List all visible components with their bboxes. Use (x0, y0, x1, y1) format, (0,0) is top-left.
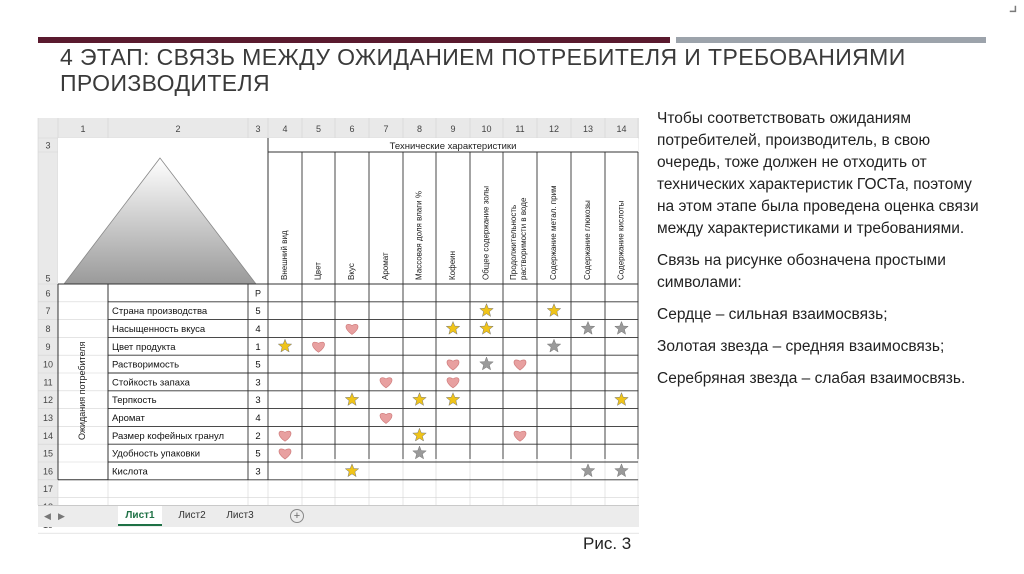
characteristic-label: Аромат (381, 252, 390, 280)
row-number: 17 (42, 484, 54, 495)
requirement-weight: 2 (255, 430, 261, 442)
heart-icon (447, 378, 459, 388)
requirement-weight: 1 (255, 341, 261, 353)
row-number: 8 (45, 324, 51, 334)
spreadsheet-figure (38, 118, 639, 526)
requirement-weight: 3 (255, 466, 261, 478)
heart-icon (380, 413, 392, 423)
requirement-weight: 5 (255, 359, 261, 371)
requirement-name: Страна производства (112, 306, 208, 318)
requirement-weight: 5 (255, 448, 261, 460)
characteristic-label: Внешний вид (280, 230, 289, 280)
characteristic-label: растворимости в воде (519, 197, 528, 280)
row-number: 3 (45, 140, 51, 151)
spreadsheet-grid (38, 118, 639, 505)
column-header: 10 (481, 124, 492, 134)
tab-scroll-right-icon[interactable]: ▶ (58, 511, 65, 521)
requirement-weight: 5 (255, 306, 261, 318)
requirement-weight: 3 (255, 377, 261, 389)
heart-icon (279, 431, 291, 441)
column-header: 14 (616, 124, 627, 134)
slide-title: 4 ЭТАП: СВЯЗЬ МЕЖДУ ОЖИДАНИЕМ ПОТРЕБИТЕЛЯ И ТРЕБОВАНИЯМИ ПРОИЗВОДИТЕЛЯ (60, 44, 906, 96)
characteristic-label: Содержание глюкозы (583, 200, 592, 280)
silver-star-icon (581, 464, 594, 477)
requirement-name: Аромат (112, 413, 145, 424)
characteristic-label: Массовая доля влаги % (414, 191, 424, 280)
figure-caption: Рис. 3 (583, 534, 632, 553)
gold-star-icon (480, 304, 493, 317)
gold-star-icon (345, 393, 358, 406)
requirement-name: Стойкость запаха (112, 377, 190, 389)
requirement-name: Размер кофейных гранул (112, 430, 225, 442)
heart-icon (312, 342, 324, 352)
gold-star-icon (480, 322, 493, 335)
tab-sheet-1[interactable]: Лист1 (118, 506, 162, 526)
row-number: 13 (42, 413, 54, 423)
gold-star-icon (413, 428, 426, 441)
column-header: 3 (255, 124, 261, 134)
heart-icon (279, 449, 291, 459)
gray-bar (676, 37, 986, 43)
gold-star-icon (615, 393, 628, 406)
requirement-weight: 4 (255, 413, 261, 424)
column-header: 6 (349, 124, 355, 134)
gold-star-icon (547, 304, 560, 317)
column-header: 9 (450, 124, 456, 134)
weight-header: Р (254, 288, 262, 299)
paragraph-heart: Сердце – сильная взаимосвязь; (657, 306, 888, 323)
gold-star-icon (345, 464, 358, 477)
gold-star-icon (278, 339, 291, 352)
add-sheet-icon[interactable]: + (290, 509, 304, 523)
silver-star-icon (547, 339, 560, 352)
heart-icon (514, 360, 526, 370)
consumer-expectations-label: Ожидания потребителя (77, 341, 87, 441)
row-number: 12 (42, 395, 54, 406)
silver-star-icon (480, 357, 493, 370)
tab-scroll-left-icon[interactable]: ◀ (44, 511, 51, 521)
characteristic-label: Вкус (347, 263, 356, 280)
requirement-name: Растворимость (112, 359, 180, 371)
characteristic-label: Общее содержание золы (481, 186, 491, 280)
column-header: 8 (416, 124, 423, 134)
row-number: 9 (45, 341, 51, 352)
row-number: 15 (42, 448, 54, 459)
row-number: 6 (45, 288, 51, 299)
column-header: 1 (80, 124, 86, 134)
column-header: 12 (548, 124, 560, 134)
silver-star-icon (615, 322, 628, 335)
row-number: 5 (45, 273, 51, 284)
sheet-tab-bar (38, 505, 639, 527)
paragraph-gold-star: Золотая звезда – средняя взаимосвязь; (657, 338, 945, 355)
row-number: 10 (42, 359, 54, 370)
gold-star-icon (413, 393, 426, 406)
requirement-name: Терпкость (112, 395, 157, 407)
requirement-weight: 4 (255, 324, 261, 335)
silver-star-icon (413, 446, 426, 459)
row-number: 16 (42, 466, 54, 477)
column-header: 4 (282, 124, 288, 134)
column-header: 5 (315, 124, 322, 134)
heart-icon (346, 324, 358, 334)
requirement-name: Цвет продукта (112, 341, 176, 353)
column-header: 2 (175, 124, 181, 134)
characteristic-label: Продолжительность (509, 204, 518, 280)
column-header: 7 (383, 124, 389, 134)
characteristic-label: Цвет (313, 262, 323, 280)
paragraph-symbols: Связь на рисунке обозначена простыми символами: (657, 252, 946, 291)
accent-bar (38, 37, 670, 43)
paragraph-silver-star: Серебряная звезда – слабая взаимосвязь. (657, 370, 966, 387)
heart-icon (380, 378, 392, 388)
row-number: 7 (45, 306, 51, 317)
characteristic-label: Содержание метал. прим (549, 185, 558, 280)
heart-icon (447, 360, 459, 370)
column-header: 11 (515, 124, 525, 134)
row-number: 14 (42, 430, 54, 441)
silver-star-icon (581, 322, 594, 335)
requirement-name: Насыщенность вкуса (112, 324, 206, 335)
characteristic-label: Содержание кислоты (616, 200, 626, 280)
silver-star-icon (615, 464, 628, 477)
characteristics-group-header: Технические характеристики (389, 141, 517, 152)
paragraph-intro: Чтобы соответствовать ожиданиям потребителей, производитель, в свою очередь, тоже должен не отходить от технических характеристик ГОСТа, поэтому на этом этапе была проведена оценка связи между характеристиками и требованиями. (657, 110, 979, 237)
gold-star-icon (446, 322, 459, 335)
row-number: 11 (43, 377, 53, 388)
requirement-name: Удобность упаковки (112, 448, 201, 460)
column-header: 13 (582, 124, 594, 134)
tab-sheet-2[interactable]: Лист2 (178, 510, 206, 521)
characteristic-label: Кофеин (448, 250, 457, 280)
description-text (657, 108, 987, 400)
requirement-weight: 3 (255, 395, 261, 407)
requirement-name: Кислота (112, 466, 148, 478)
gold-star-icon (446, 393, 459, 406)
corner-decoration-icon (1004, 0, 1024, 20)
heart-icon (514, 431, 526, 441)
tab-sheet-3[interactable]: Лист3 (226, 510, 254, 521)
